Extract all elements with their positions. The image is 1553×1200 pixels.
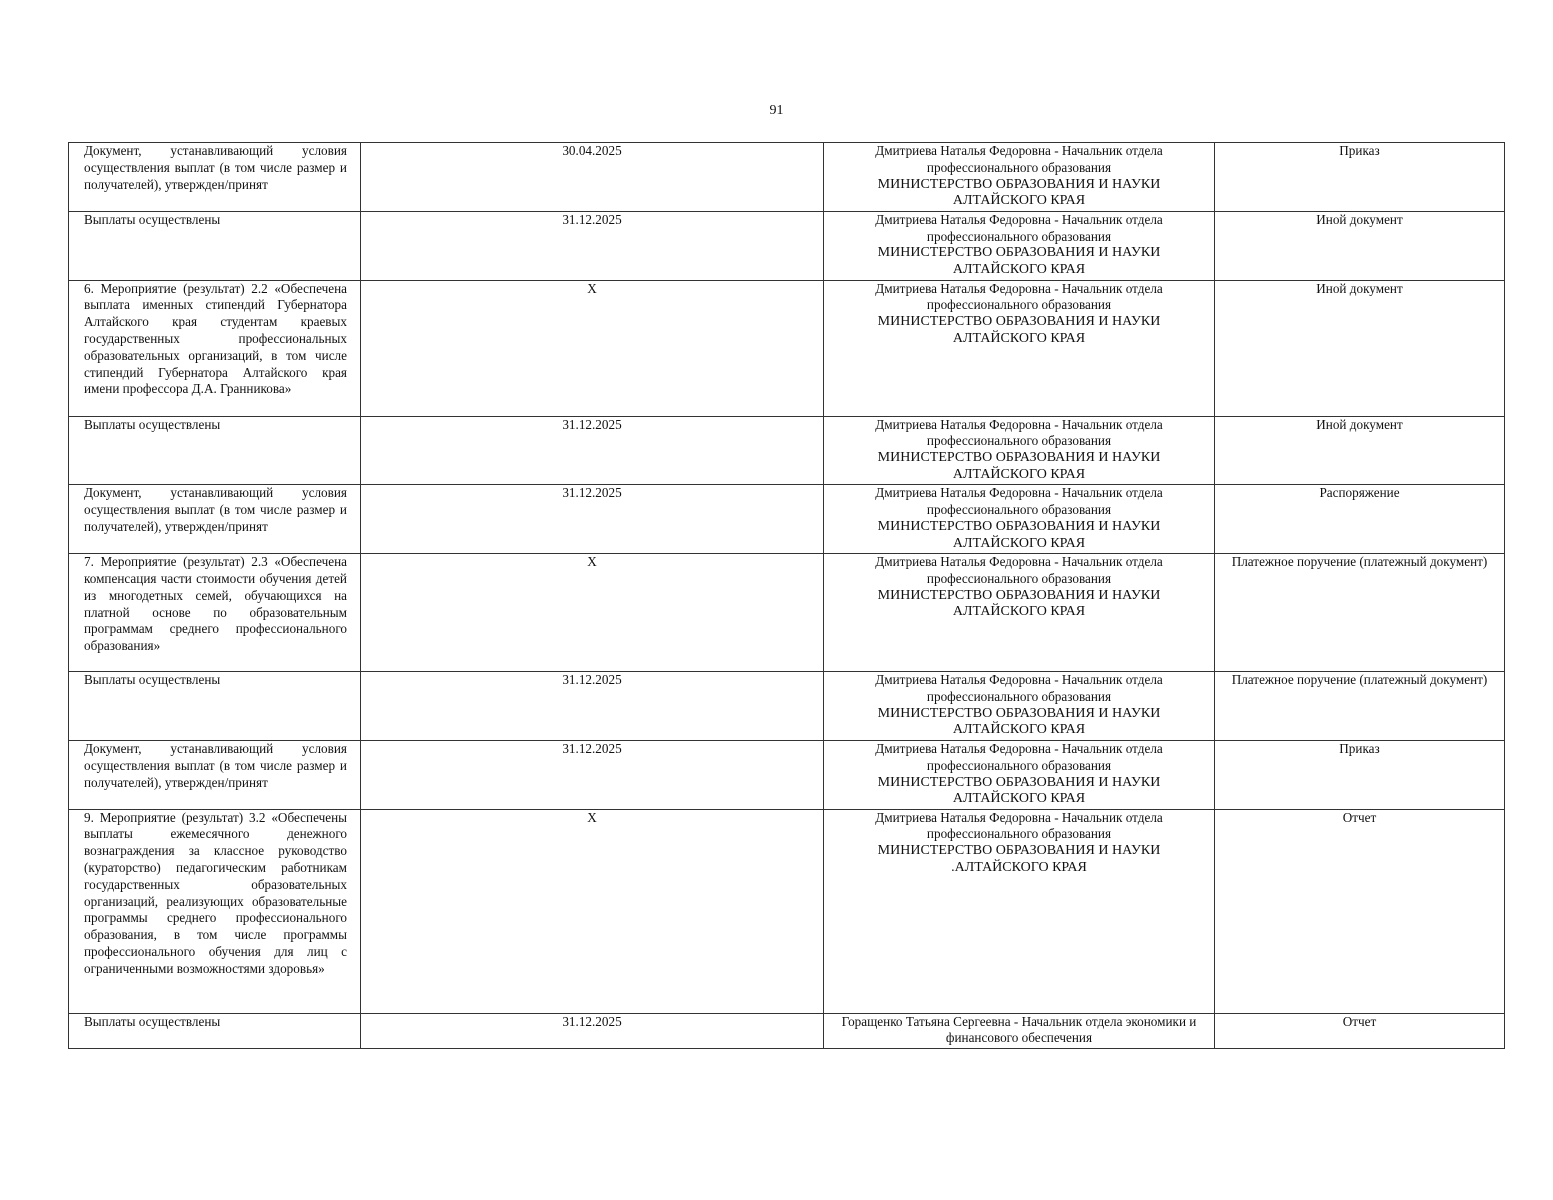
responsible-person [824,211,1215,280]
table-row [69,1013,1505,1049]
responsible-name: Дмитриева Наталья Федоровна - Начальник отдела профессионального образования [875,280,1163,313]
responsible-name: Дмитриева Наталья Федоровна - Начальник отдела профессионального образования [875,809,1163,842]
event-description: Выплаты осуществлены [69,211,361,280]
responsible-organization: МИНИСТЕРСТВО ОБРАЗОВАНИЯ И НАУКИ АЛТАЙСКОГО КРАЯ [877,450,1161,482]
responsible-organization: МИНИСТЕРСТВО ОБРАЗОВАНИЯ И НАУКИ АЛТАЙСКОГО КРАЯ [877,518,1161,551]
table-row [69,143,1505,212]
event-description: Выплаты осуществлены [69,672,361,741]
responsible-name: Дмитриева Наталья Федоровна - Начальник отдела профессионального образования [875,143,1163,175]
table-row [69,672,1505,741]
responsible-person [824,554,1215,672]
due-date: X [361,280,824,416]
event-description: 9. Мероприятие (результат) 3.2 «Обеспечены выплаты ежемесячного денежного вознаграждения за классное руководство (кураторство) педагогическим работникам государственных образовательных организаций, реализующих образовательные программы среднего профессионального образования, в том числе программы профессионального обучения для лиц с ограниченными возможностями здоровья» [69,809,361,1013]
table-row [69,280,1505,416]
table-row [69,211,1505,280]
responsible-person [824,485,1215,554]
responsible-person [824,672,1215,741]
event-description: Выплаты осуществлены [69,416,361,485]
due-date: 31.12.2025 [361,416,824,485]
due-date: X [361,554,824,672]
due-date: 31.12.2025 [361,672,824,741]
table-row [69,740,1505,809]
due-date: 31.12.2025 [361,211,824,280]
event-description: Выплаты осуществлены [69,1013,361,1049]
document-type: Платежное поручение (платежный документ) [1215,554,1505,672]
responsible-name: Дмитриева Наталья Федоровна - Начальник отдела профессионального образования [875,672,1163,704]
due-date: 30.04.2025 [361,143,824,212]
document-type: Отчет [1215,809,1505,1013]
responsible-organization: МИНИСТЕРСТВО ОБРАЗОВАНИЯ И НАУКИ АЛТАЙСКОГО КРАЯ [877,587,1161,620]
event-description: Документ, устанавливающий условия осуществления выплат (в том числе размер и получателей), утвержден/принят [69,143,361,212]
document-type: Распоряжение [1215,485,1505,554]
document-type: Приказ [1215,143,1505,212]
responsible-name: Горащенко Татьяна Сергеевна - Начальник отдела экономики и финансового обеспечения [841,1013,1197,1046]
event-description: 6. Мероприятие (результат) 2.2 «Обеспечена выплата именных стипендий Губернатора Алтайского края студентам краевых государственных профессиональных образовательных организаций, в том числе стипендий Губернатора Алтайского края имени профессора Д.А. Гранникова» [69,280,361,416]
document-type: Отчет [1215,1013,1505,1049]
responsible-organization: МИНИСТЕРСТВО ОБРАЗОВАНИЯ И НАУКИ АЛТАЙСКОГО КРАЯ [877,314,1161,346]
table-row [69,809,1505,1013]
responsible-organization: МИНИСТЕРСТВО ОБРАЗОВАНИЯ И НАУКИ АЛТАЙСКОГО КРАЯ [877,245,1161,277]
responsible-person [824,809,1215,1013]
document-type: Иной документ [1215,416,1505,485]
responsible-person [824,1013,1215,1049]
plan-table [68,142,1505,1049]
responsible-organization: МИНИСТЕРСТВО ОБРАЗОВАНИЯ И НАУКИ АЛТАЙСКОГО КРАЯ [877,774,1161,807]
responsible-name: Дмитриева Наталья Федоровна - Начальник отдела профессионального образования [875,211,1163,244]
event-description: 7. Мероприятие (результат) 2.3 «Обеспечена компенсация части стоимости обучения детей из многодетных семей, обучающихся на платной основе по образовательным программам среднего профессионального образования» [69,554,361,672]
event-description: Документ, устанавливающий условия осуществления выплат (в том числе размер и получателей), утвержден/принят [69,740,361,809]
page-number: 91 [769,103,784,118]
responsible-name: Дмитриева Наталья Федоровна - Начальник отдела профессионального образования [875,554,1163,586]
document-type: Приказ [1215,740,1505,809]
responsible-person [824,740,1215,809]
table-row [69,554,1505,672]
responsible-person [824,416,1215,485]
document-type: Платежное поручение (платежный документ) [1215,672,1505,741]
due-date: 31.12.2025 [361,1013,824,1049]
due-date: 31.12.2025 [361,485,824,554]
table-row [69,416,1505,485]
responsible-organization: МИНИСТЕРСТВО ОБРАЗОВАНИЯ И НАУКИ .АЛТАЙСКОГО КРАЯ [877,843,1161,875]
responsible-name: Дмитриева Наталья Федоровна - Начальник отдела профессионального образования [875,740,1163,773]
due-date: X [361,809,824,1013]
responsible-name: Дмитриева Наталья Федоровна - Начальник отдела профессионального образования [875,416,1163,449]
responsible-person [824,143,1215,212]
document-type: Иной документ [1215,211,1505,280]
responsible-person [824,280,1215,416]
event-description: Документ, устанавливающий условия осуществления выплат (в том числе размер и получателей), утвержден/принят [69,485,361,554]
responsible-organization: МИНИСТЕРСТВО ОБРАЗОВАНИЯ И НАУКИ АЛТАЙСКОГО КРАЯ [877,176,1161,209]
due-date: 31.12.2025 [361,740,824,809]
document-type: Иной документ [1215,280,1505,416]
responsible-name: Дмитриева Наталья Федоровна - Начальник отдела профессионального образования [875,485,1163,518]
responsible-organization: МИНИСТЕРСТВО ОБРАЗОВАНИЯ И НАУКИ АЛТАЙСКОГО КРАЯ [877,705,1161,738]
table-row [69,485,1505,554]
